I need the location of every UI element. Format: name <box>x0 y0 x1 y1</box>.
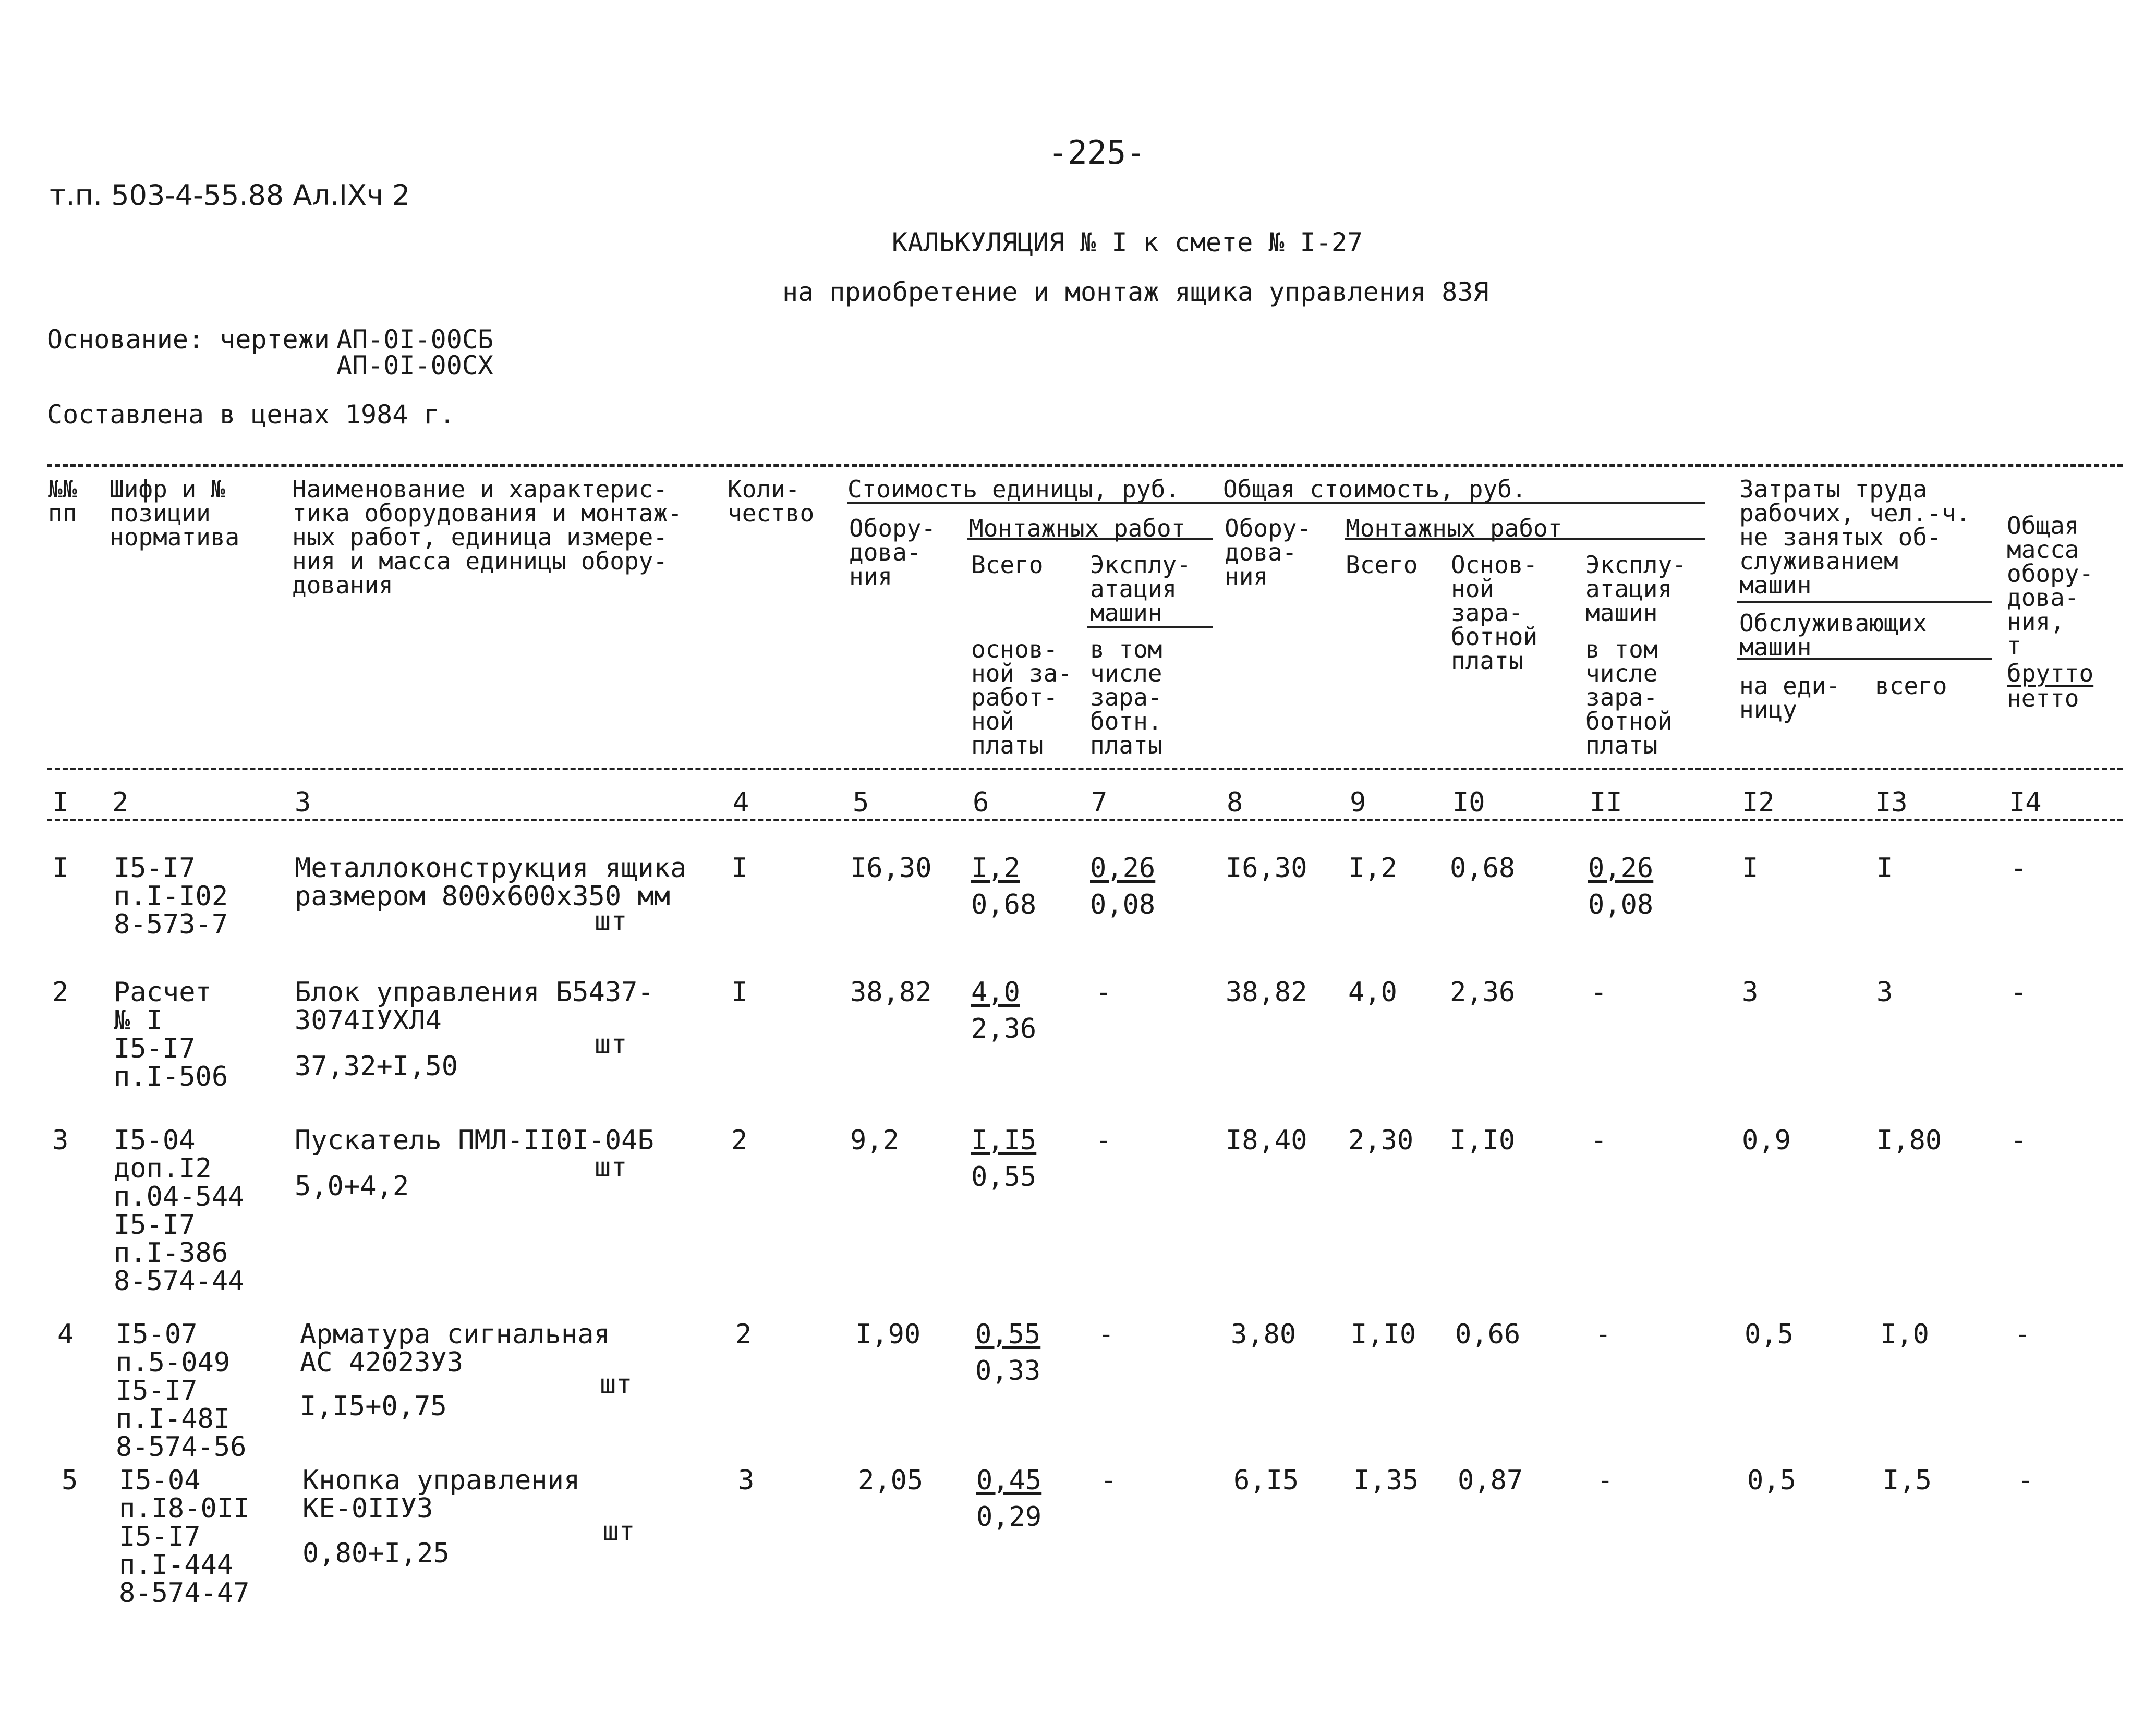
unit-mont-total: 0,55 <box>975 1319 1041 1350</box>
column-number-5: 5 <box>853 787 869 818</box>
total-salary: 0,66 <box>1455 1319 1521 1350</box>
labor-per-unit: 3 <box>1742 977 1759 1008</box>
column-number-11: II <box>1590 787 1622 818</box>
page-number: -225- <box>1048 133 1146 172</box>
header-mass-netto: нетто <box>2007 684 2079 712</box>
total-equipment-cost: 3,80 <box>1231 1319 1297 1350</box>
header-equipment-total: Обору- дова- ния <box>1225 514 1312 590</box>
total-salary: 2,36 <box>1450 977 1516 1008</box>
item-unit: шт <box>595 1029 627 1060</box>
unit-mont-total: 0,45 <box>976 1465 1042 1496</box>
total-machine-salary: 0,08 <box>1588 889 1654 920</box>
unit-mont-total: I,I5 <box>971 1125 1037 1156</box>
column-number-10: I0 <box>1452 787 1485 818</box>
header-serving: Обслуживающих машин <box>1739 609 1928 661</box>
header-quantity: Коли- чество <box>728 475 815 527</box>
item-calc-note: I,I5+0,75 <box>300 1391 447 1422</box>
column-number-2: 2 <box>112 787 129 818</box>
unit-mont-salary: 2,36 <box>971 1013 1037 1044</box>
labor-total: I <box>1876 853 1893 884</box>
total-mont: I,2 <box>1348 853 1397 884</box>
quantity: 2 <box>731 1125 748 1156</box>
total-machine-cost: 0,26 <box>1588 853 1654 884</box>
header-osn-6: основ- ной за- работ- ной платы <box>971 635 1072 759</box>
quantity: 2 <box>735 1319 752 1350</box>
row-number: I <box>52 853 69 884</box>
item-name: Кнопка управления КЕ-0IIУ3 <box>302 1465 580 1524</box>
unit-equipment-cost: 2,05 <box>858 1465 924 1496</box>
row-number: 5 <box>62 1465 78 1496</box>
basis-drawing-2: АП-0I-00СХ <box>336 350 494 381</box>
total-machine-cost: - <box>1591 977 1607 1008</box>
labor-total: I,0 <box>1880 1319 1929 1350</box>
unit-mont-salary: 0,55 <box>971 1161 1037 1193</box>
item-calc-note: 37,32+I,50 <box>295 1051 458 1082</box>
total-salary: 0,68 <box>1450 853 1516 884</box>
header-mont-unit: Монтажных работ <box>969 514 1186 542</box>
total-equipment-cost: 38,82 <box>1226 977 1307 1008</box>
item-unit: шт <box>595 906 627 937</box>
item-unit: шт <box>602 1516 635 1547</box>
quantity: I <box>731 853 748 884</box>
unit-mont-total: I,2 <box>971 853 1020 884</box>
column-number-4: 4 <box>733 787 749 818</box>
column-number-14: I4 <box>2009 787 2042 818</box>
column-number-8: 8 <box>1227 787 1243 818</box>
total-salary: I,I0 <box>1450 1125 1516 1156</box>
header-vsego-9: Всего <box>1346 551 1418 579</box>
total-equipment-cost: I8,40 <box>1226 1125 1307 1156</box>
unit-machine-cost: - <box>1095 1125 1112 1156</box>
table-top-rule <box>47 464 2123 467</box>
header-per-unit: на еди- ницу <box>1739 672 1840 724</box>
total-mont: I,I0 <box>1351 1319 1416 1350</box>
item-name: Пускатель ПМЛ-II0I-04Б <box>295 1125 654 1156</box>
column-number-12: I2 <box>1742 787 1775 818</box>
mass-value: - <box>2010 1125 2027 1156</box>
column-number-13: I3 <box>1875 787 1908 818</box>
unit-equipment-cost: 9,2 <box>850 1125 899 1156</box>
total-equipment-cost: I6,30 <box>1226 853 1307 884</box>
header-equipment-unit: Обору- дова- ния <box>849 514 936 590</box>
mass-value: - <box>2010 853 2027 884</box>
labor-per-unit: I <box>1742 853 1759 884</box>
header-total-cost: Общая стоимость, руб. <box>1223 475 1527 503</box>
column-number-9: 9 <box>1350 787 1366 818</box>
unit-machine-cost: - <box>1098 1319 1115 1350</box>
header-total-13: всего <box>1875 672 1947 700</box>
norm-code: I5-04 доп.I2 п.04-544 I5-I7 п.I-386 8-574-44 <box>114 1125 245 1297</box>
labor-total: 3 <box>1876 977 1893 1008</box>
basis-label: Основание: чертежи <box>47 324 330 355</box>
labor-rule <box>1737 601 1992 603</box>
header-mont-total: Монтажных работ <box>1346 514 1563 542</box>
quantity: I <box>731 977 748 1008</box>
header-expl-7: Эксплу- атация машин <box>1090 551 1191 627</box>
unit-mont-salary: 0,68 <box>971 889 1037 920</box>
unit-machine-salary: 0,08 <box>1090 889 1156 920</box>
unit-machine-cost: 0,26 <box>1090 853 1156 884</box>
item-calc-note: 0,80+I,25 <box>302 1538 450 1569</box>
item-name: Металлоконструкция ящика размером 800х600х350 мм <box>295 853 687 912</box>
unit-mont-salary: 0,33 <box>975 1355 1041 1387</box>
header-osn-10: Основ- ной зара- ботной платы <box>1451 551 1538 675</box>
total-machine-cost: - <box>1597 1465 1614 1496</box>
row-number: 2 <box>52 977 69 1008</box>
mass-value: - <box>2010 977 2027 1008</box>
total-equipment-cost: 6,I5 <box>1233 1465 1299 1496</box>
unit-equipment-cost: I6,30 <box>850 853 932 884</box>
norm-code: I5-04 п.I8-0II I5-I7 п.I-444 8-574-47 <box>119 1465 250 1609</box>
row-number: 4 <box>57 1319 74 1350</box>
item-unit: шт <box>595 1152 627 1183</box>
mass-value: - <box>2017 1465 2034 1496</box>
norm-code: I5-I7 п.I-I02 8-573-7 <box>114 853 228 940</box>
item-name: Блок управления Б5437- 3074IУХЛ4 <box>295 977 654 1036</box>
header-unit-cost: Стоимость единицы, руб. <box>847 475 1180 503</box>
basis-drawing-1: АП-0I-00СБ <box>336 324 494 355</box>
column-number-6: 6 <box>973 787 989 818</box>
labor-total: I,5 <box>1883 1465 1932 1496</box>
document-reference: т.п. 503-4-55.88 Ал.IХч 2 <box>50 179 410 212</box>
unit-machine-cost: - <box>1095 977 1112 1008</box>
labor-per-unit: 0,9 <box>1742 1125 1791 1156</box>
labor-per-unit: 0,5 <box>1745 1319 1794 1350</box>
total-mont: 4,0 <box>1348 977 1397 1008</box>
unit-equipment-cost: I,90 <box>855 1319 921 1350</box>
calculation-subtitle: на приобретение и монтаж ящика управления 83Я <box>782 277 1489 307</box>
quantity: 3 <box>738 1465 755 1496</box>
unit-machine-cost: - <box>1100 1465 1117 1496</box>
row-number: 3 <box>52 1125 69 1156</box>
column-number-3: 3 <box>295 787 311 818</box>
header-vsego-6: Всего <box>971 551 1044 579</box>
calculation-title: КАЛЬКУЛЯЦИЯ № I к смете № I-27 <box>892 227 1363 258</box>
norm-code: Расчет № I I5-I7 п.I-506 <box>114 977 228 1092</box>
unit-mont-total: 4,0 <box>971 977 1020 1008</box>
total-machine-cost: - <box>1595 1319 1612 1350</box>
column-number-7: 7 <box>1091 787 1108 818</box>
item-name: Арматура сигнальная АС 42023У3 <box>300 1319 610 1378</box>
header-expl-11: Эксплу- атация машин <box>1585 551 1687 627</box>
total-mont: I,35 <box>1353 1465 1419 1496</box>
norm-code: I5-07 п.5-049 I5-I7 п.I-48I 8-574-56 <box>116 1319 247 1463</box>
item-unit: шт <box>600 1369 633 1400</box>
item-calc-note: 5,0+4,2 <box>295 1171 409 1202</box>
total-machine-cost: - <box>1591 1125 1607 1156</box>
header-incl-11: в том числе зара- ботной платы <box>1585 635 1673 759</box>
labor-total: I,80 <box>1876 1125 1942 1156</box>
prices-note: Составлена в ценах 1984 г. <box>47 399 455 430</box>
header-row-number: №№ пп <box>48 475 77 527</box>
mass-value: - <box>2014 1319 2031 1350</box>
header-name: Наименование и характерис- тика оборудования и монтаж- ных работ, единица измере- ния и масса единицы обору- дования <box>292 475 682 599</box>
header-code: Шифр и № позиции норматива <box>110 475 240 551</box>
column-number-rule <box>47 819 2123 821</box>
unit-equipment-cost: 38,82 <box>850 977 932 1008</box>
unit-mont-salary: 0,29 <box>976 1501 1042 1533</box>
total-salary: 0,87 <box>1458 1465 1523 1496</box>
labor-per-unit: 0,5 <box>1747 1465 1796 1496</box>
header-mass-brutto: брутто <box>2007 659 2094 687</box>
header-labor: Затраты труда рабочих, чел.-ч. не занятых об- служиванием машин <box>1739 475 1971 599</box>
total-mont: 2,30 <box>1348 1125 1414 1156</box>
header-incl-7: в том числе зара- ботн. платы <box>1090 635 1162 759</box>
header-bottom-rule <box>47 768 2123 770</box>
column-number-1: I <box>52 787 69 818</box>
header-mass: Общая масса обору- дова- ния, т <box>2007 512 2094 660</box>
